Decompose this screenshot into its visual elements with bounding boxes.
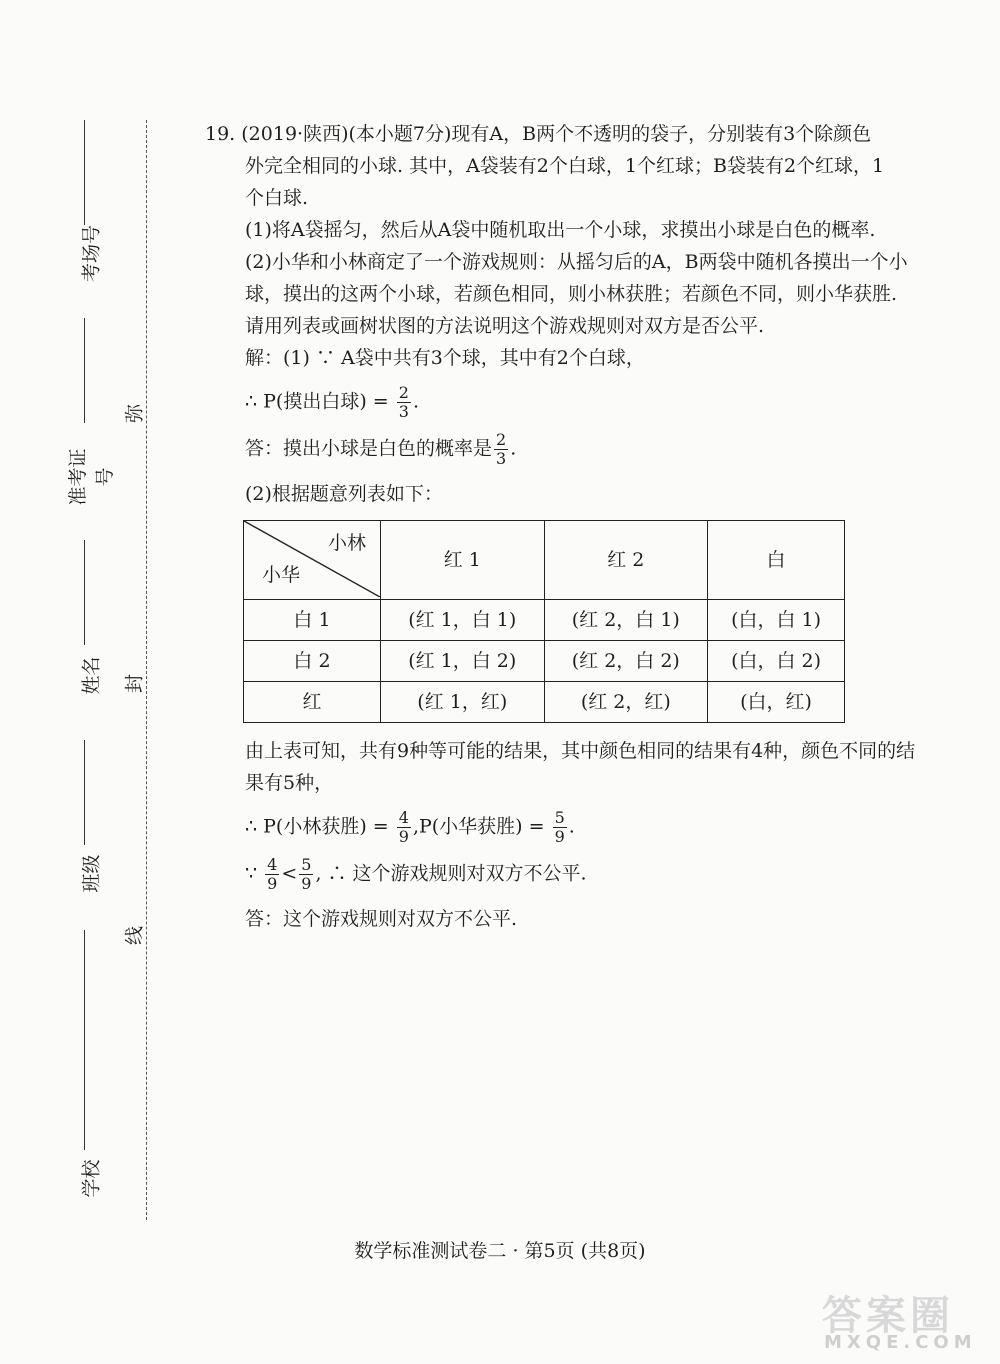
seal-dashed-line <box>146 120 147 1220</box>
solution-step: 解：(1) ∵ A袋中共有3个球，其中有2个白球， <box>245 347 645 369</box>
solution-step: (2)根据题意列表如下： <box>245 483 443 505</box>
exam-room-label: 考场号 <box>80 225 103 283</box>
binding-margin <box>0 0 150 1364</box>
seal-char: 封 <box>123 674 146 694</box>
field-line <box>84 120 85 225</box>
field-line <box>84 740 85 845</box>
fraction: $\frac{2}{3}$ <box>398 383 409 421</box>
seal-char: 弥 <box>123 404 146 424</box>
seal-char: 线 <box>123 926 146 946</box>
table-cell: (红 1，白 2) <box>381 641 545 682</box>
question-text: 请用列表或画树状图的方法说明这个游戏规则对双方是否公平. <box>245 315 765 337</box>
table-cell: (红 2，白 1) <box>544 600 708 641</box>
table-cell: (白，白 1) <box>708 600 845 641</box>
school-label: 学校 <box>80 1159 103 1198</box>
fraction: $\frac{5}{9}$ <box>554 808 565 846</box>
corner-top-label: 小林 <box>327 532 366 554</box>
solution-step: ∴ P(小林获胜) = $\frac{4}{9}$ ,P(小华获胜) = $\frac{5}{9}$ . <box>245 808 575 846</box>
table-row <box>244 641 845 682</box>
table-row <box>244 600 845 641</box>
table-cell: (白，白 2) <box>708 641 845 682</box>
question-block <box>205 118 950 935</box>
question-part-1: (1)将A袋摇匀，然后从A袋中随机取出一个小球，求摸出小球是白色的概率. <box>245 219 876 241</box>
table-row-header: 白 2 <box>244 641 381 682</box>
solution-answer: 答：这个游戏规则对双方不公平. <box>245 908 518 930</box>
table-corner-cell <box>244 521 381 600</box>
table-col-header: 红 1 <box>381 521 545 600</box>
table-cell: (红 2，红) <box>544 682 708 723</box>
field-line <box>84 930 85 1150</box>
table-col-header: 红 2 <box>544 521 708 600</box>
question-intro: 19. (2019·陕西)(本小题7分)现有A，B两个不透明的袋子，分别装有3个除颜色 <box>205 123 872 145</box>
watermark-logo: 答案圈 MXQE.COM <box>822 1293 977 1353</box>
field-line <box>84 540 85 645</box>
table-row <box>244 682 845 723</box>
fraction: $\frac{2}{3}$ <box>496 430 507 468</box>
table-col-header: 白 <box>708 521 845 600</box>
name-label: 姓名 <box>80 656 103 695</box>
solution-step: ∵ $\frac{4}{9}$ < $\frac{5}{9}$ , ∴ 这个游戏规则对双方不公平. <box>245 855 587 893</box>
table-cell: (红 1，红) <box>381 682 545 723</box>
solution-step: 答：摸出小球是白色的概率是 $\frac{2}{3}$ . <box>245 430 517 468</box>
class-label: 班级 <box>80 854 103 893</box>
solution-text: 果有5种， <box>245 772 334 794</box>
question-number: 19. <box>205 123 236 145</box>
table-row-header: 红 <box>244 682 381 723</box>
table-cell: (白，红) <box>708 682 845 723</box>
field-line <box>84 318 85 423</box>
question-text: 球，摸出的这两个小球，若颜色相同，则小林获胜；若颜色不同，则小华获胜. <box>245 283 898 305</box>
fraction: $\frac{4}{9}$ <box>398 808 409 846</box>
fraction: $\frac{5}{9}$ <box>301 855 312 893</box>
table-row-header: 白 1 <box>244 600 381 641</box>
outcome-table <box>243 520 845 723</box>
table-cell: (红 1，白 1) <box>381 600 545 641</box>
corner-bottom-label: 小华 <box>262 564 301 586</box>
question-text: 个白球. <box>245 187 309 209</box>
fraction: $\frac{4}{9}$ <box>267 855 278 893</box>
solution-step: 由上表可知，共有9种等可能的结果，其中颜色相同的结果有4种，颜色不同的结 <box>245 740 916 762</box>
question-part-2: (2)小华和小林商定了一个游戏规则：从摇匀后的A，B两袋中随机各摸出一个小 <box>245 251 908 273</box>
admission-number-label: 准考证号 <box>67 448 116 506</box>
question-text: 外完全相同的小球. 其中，A袋装有2个白球，1个红球；B袋装有2个红球，1 <box>245 155 885 177</box>
solution-step: ∴ P(摸出白球) = $\frac{2}{3}$ . <box>245 383 419 421</box>
page-footer: 数学标准测试卷二 · 第5页 (共8页) <box>354 1240 646 1262</box>
table-cell: (红 2，白 2) <box>544 641 708 682</box>
